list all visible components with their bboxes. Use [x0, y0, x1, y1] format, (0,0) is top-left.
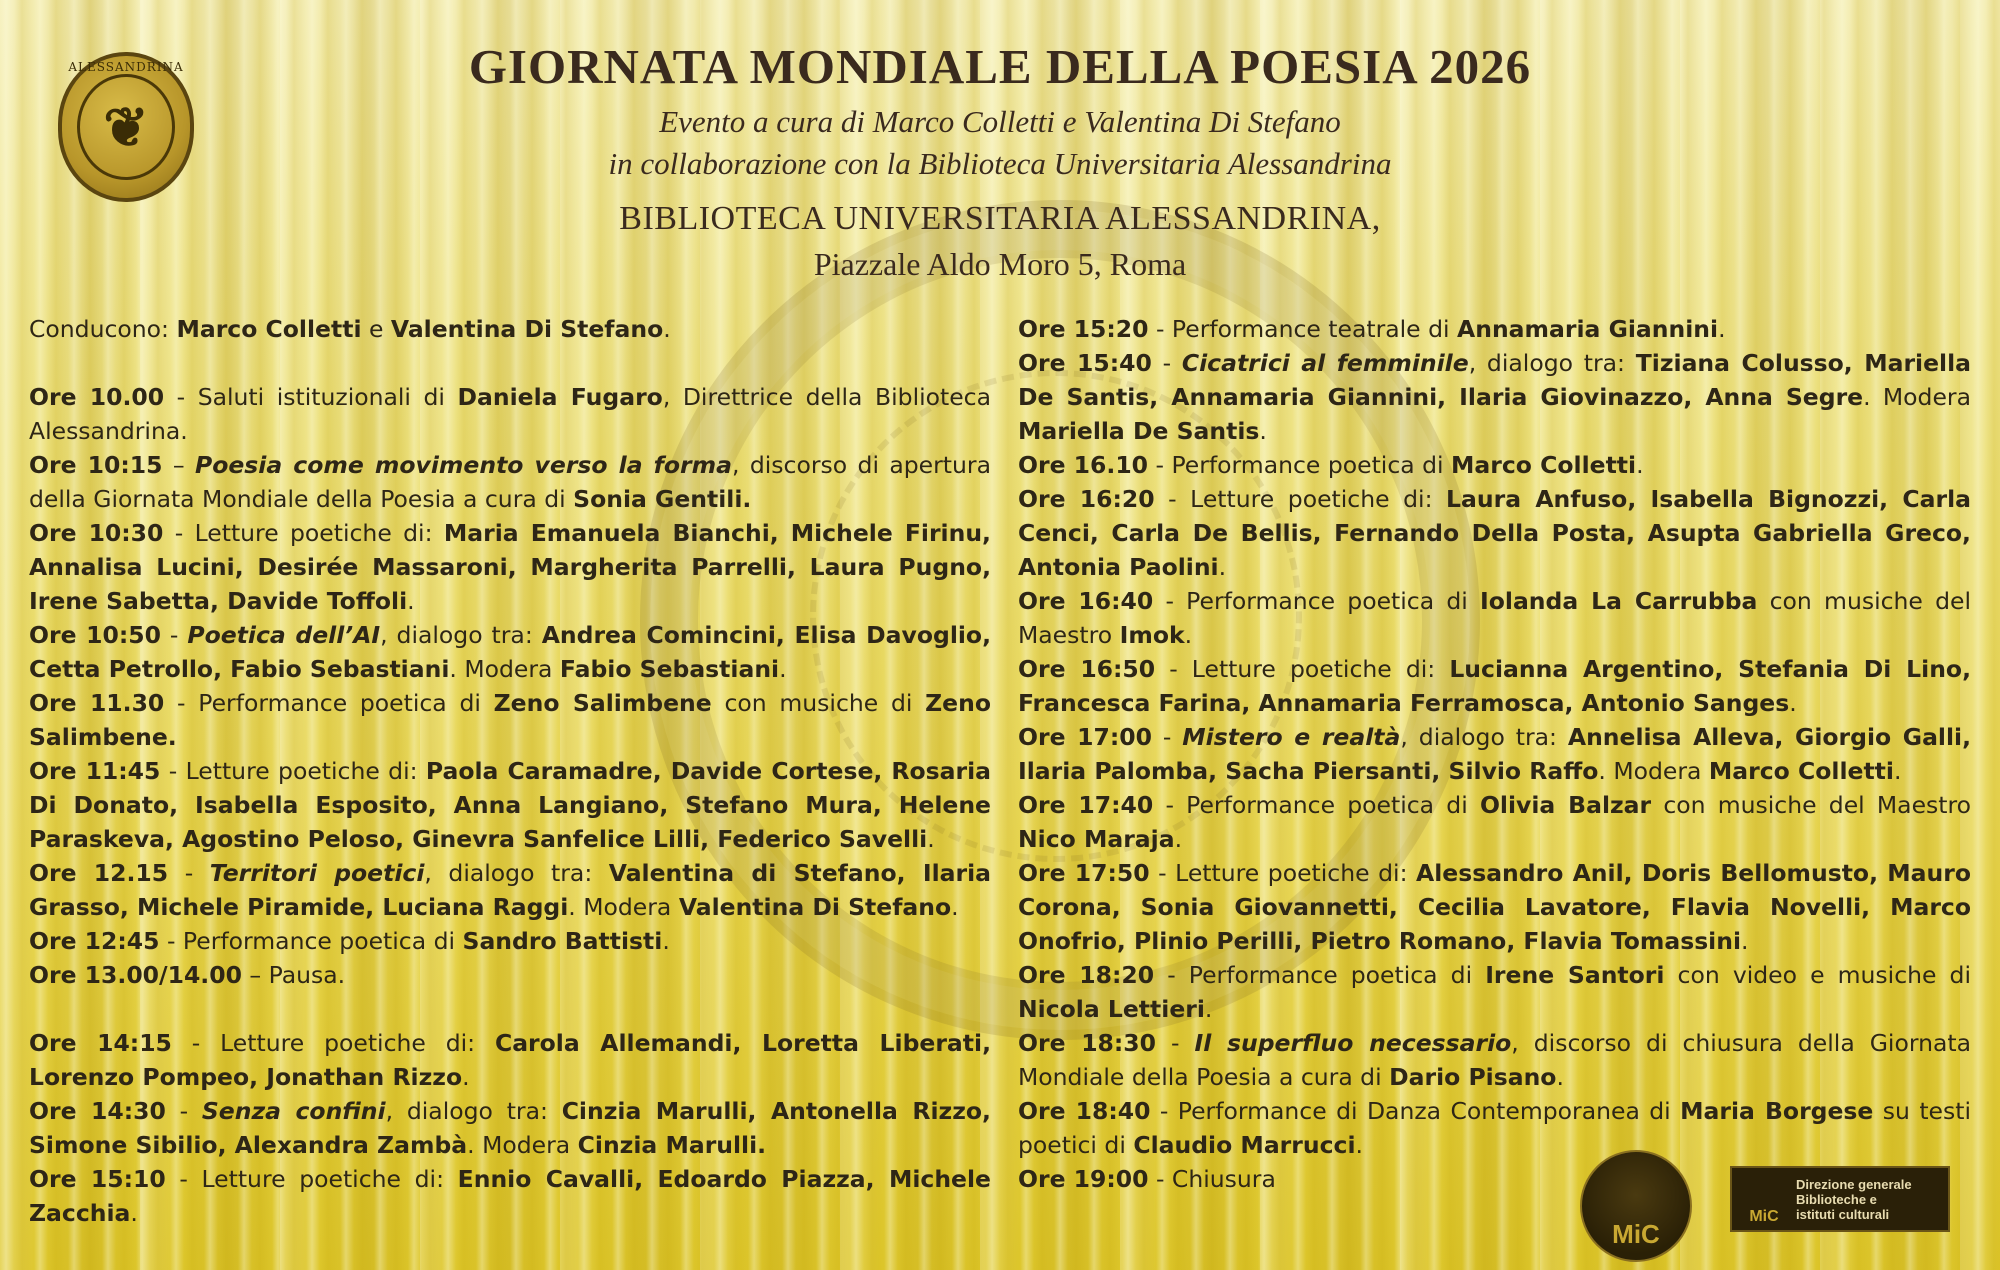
program-right-column [1018, 312, 1971, 1196]
entry-text: . [927, 825, 935, 853]
entry-names: Alessandro Anil, Doris Bellomusto, Mauro Corona, Sonia Giovannetti, Cecilia Lavatore, Flavia Novelli, Marco Onofrio, Plinio Perilli, Pietro Romano, Flavia Tomassini [1018, 859, 1971, 955]
entry-text: . [1174, 825, 1183, 853]
entry-title: Senza confini [201, 1097, 386, 1125]
dg-biblioteche-logo [1730, 1166, 1950, 1232]
entry-text: - Letture poetiche di: [1154, 485, 1447, 513]
entry-names: Andrea Comincini, Elisa Davoglio, Cetta Petrollo, Fabio Sebastiani [29, 621, 992, 683]
entry-names: Cinzia Marulli. [577, 1131, 767, 1159]
entry-title: Poesia come movimento verso la forma [194, 451, 732, 479]
entry-text: , dialogo tra: [1468, 349, 1636, 377]
entry-text: - Saluti istituzionali di [164, 383, 458, 411]
entry-text: - Letture poetiche di: [1155, 655, 1450, 683]
entry-title: Mistero e realtà [1182, 723, 1401, 751]
entry-text: - Letture poetiche di: [163, 519, 444, 547]
entry-text: - [168, 859, 210, 887]
mic-small-logo: MiC [1749, 1208, 1779, 1225]
entry-time: Ore 12.15 [29, 859, 169, 887]
entry-text: - [1156, 1029, 1195, 1057]
entry-text: , discorso di chiusura della Giornata Mondiale della Poesia a cura di [1018, 1029, 1971, 1091]
schedule-entry [1018, 1094, 1971, 1162]
entry-time: Ore 17:50 [1018, 859, 1150, 887]
entry-text: - Letture poetiche di: [1149, 859, 1417, 887]
entry-names: Zeno Salimbene. [29, 689, 991, 751]
entry-text: - Letture poetiche di: [171, 1029, 495, 1057]
entry-text: - Chiusura [1148, 1165, 1276, 1193]
entry-time: Ore 10.00 [29, 383, 165, 411]
entry-time: Ore 16.10 [1018, 451, 1149, 479]
schedule-entry [29, 754, 991, 856]
entry-text: . [1893, 757, 1902, 785]
entry-text: , dialogo tra: [424, 859, 609, 887]
entry-text: - Performance poetica di [1153, 587, 1480, 615]
entry-names: Imok [1119, 621, 1185, 649]
schedule-entry [1018, 856, 1971, 958]
entry-text: , dialogo tra: [1400, 723, 1568, 751]
mic-logo [1580, 1150, 1692, 1262]
entry-text: . Modera [568, 893, 679, 921]
dg-line: Biblioteche e [1796, 1191, 1877, 1207]
schedule-entry [29, 924, 991, 958]
entry-text: - [1151, 349, 1182, 377]
entry-names: Sandro Battisti [462, 927, 663, 955]
mic-logo-label: MiC [1612, 1219, 1660, 1249]
entry-names: Paola Caramadre, Davide Cortese, Rosaria Di Donato, Isabella Esposito, Anna Langiano, Stefano Mura, Helene Paraskeva, Agostino Peloso, Ginevra Sanfelice Lilli, Federico Savelli [29, 757, 991, 853]
entry-text: . [130, 1199, 138, 1227]
entry-text: . [1355, 1131, 1363, 1159]
entry-names: Daniela Fugaro [457, 383, 663, 411]
entry-text: - Performance poetica di [1148, 451, 1452, 479]
entry-names: Marco Colletti [1451, 451, 1637, 479]
entry-text: . Modera [467, 1131, 578, 1159]
entry-names: Fabio Sebastiani [559, 655, 780, 683]
entry-time: Ore 10:50 [29, 621, 161, 649]
schedule-entry [1018, 482, 1971, 584]
schedule-entry [29, 380, 991, 448]
monogram-icon: ❦ [77, 74, 175, 180]
schedule-entry [29, 1026, 991, 1094]
entry-text: - Performance poetica di [159, 927, 463, 955]
entry-text: . [662, 927, 670, 955]
entry-time: Ore 11.30 [29, 689, 165, 717]
entry-names: Nicola Lettieri [1018, 995, 1205, 1023]
curators-line: Evento a cura di Marco Colletti e Valentina Di Stefano [659, 104, 1341, 139]
schedule-entry [1018, 1026, 1971, 1094]
entry-title: Il superfluo necessario [1194, 1029, 1512, 1057]
entry-text: . [1204, 995, 1213, 1023]
entry-text: . [1789, 689, 1797, 717]
schedule-entry [29, 516, 991, 618]
entry-text: . [407, 587, 415, 615]
entry-text: . [1636, 451, 1644, 479]
entry-time: Ore 18:30 [1018, 1029, 1157, 1057]
entry-text: . Modera [449, 655, 560, 683]
hosts-line [29, 312, 991, 346]
entry-names: Irene Santori [1485, 961, 1665, 989]
host-name: Valentina Di Stefano [390, 315, 664, 343]
entry-text: . Modera [1863, 383, 1971, 411]
schedule-entry [29, 1162, 991, 1230]
entry-time: Ore 16:20 [1018, 485, 1155, 513]
hosts-and: e [361, 315, 391, 343]
schedule-entry [1018, 652, 1971, 720]
entry-time: Ore 15:20 [1018, 315, 1149, 343]
entry-text: su testi poetici di [1018, 1097, 1971, 1159]
entry-names: Zeno Salimbene [493, 689, 712, 717]
entry-names: Dario Pisano [1389, 1063, 1557, 1091]
entry-names: Ennio Cavalli, Edoardo Piazza, Michele Zacchia [29, 1165, 991, 1227]
hosts-prefix: Conducono: [29, 315, 177, 343]
entry-time: Ore 15:40 [1018, 349, 1152, 377]
entry-time: Ore 16:50 [1018, 655, 1156, 683]
entry-names: Iolanda La Carrubba [1480, 587, 1758, 615]
entry-text: - Performance teatrale di [1148, 315, 1458, 343]
entry-names: Nico Maraja [1018, 825, 1175, 853]
entry-text: – Pausa. [241, 961, 346, 989]
entry-text: . [1259, 417, 1267, 445]
entry-names: Carola Allemandi, Loretta Liberati, Lorenzo Pompeo, Jonathan Rizzo [29, 1029, 991, 1091]
entry-text: . [1741, 927, 1749, 955]
entry-names: Laura Anfuso, Isabella Bignozzi, Carla Cenci, Carla De Bellis, Fernando Della Posta, Asupta Gabriella Greco, Antonia Paolini [1018, 485, 1971, 581]
entry-time: Ore 18:20 [1018, 961, 1155, 989]
entry-time: Ore 18:40 [1018, 1097, 1151, 1125]
entry-text: . Modera [1598, 757, 1709, 785]
entry-text: con musiche del Maestro [1651, 791, 1972, 819]
entry-text: , dialogo tra: [385, 1097, 562, 1125]
schedule-entry [29, 958, 991, 992]
entry-time: Ore 17:40 [1018, 791, 1154, 819]
entry-title: Cicatrici al femminile [1181, 349, 1469, 377]
schedule-entry [29, 448, 991, 516]
entry-time: Ore 12:45 [29, 927, 160, 955]
entry-text: - Performance poetica di [1153, 791, 1480, 819]
entry-names: Valentina Di Stefano [678, 893, 952, 921]
entry-names: Lucianna Argentino, Stefania Di Lino, Francesca Farina, Annamaria Ferramosca, Antonio Sanges [1018, 655, 1971, 717]
entry-time: Ore 15:10 [29, 1165, 166, 1193]
entry-time: Ore 10:30 [29, 519, 164, 547]
entry-time: Ore 14:15 [29, 1029, 172, 1057]
entry-names: Maria Borgese [1680, 1097, 1874, 1125]
schedule-entry [29, 618, 991, 686]
entry-names: Valentina di Stefano, Ilaria Grasso, Michele Piramide, Luciana Raggi [29, 859, 991, 921]
entry-names: Mariella De Santis [1018, 417, 1260, 445]
schedule-entry [1018, 346, 1971, 448]
entry-names: Sonia Gentili. [573, 485, 752, 513]
entry-time: Ore 10:15 [29, 451, 163, 479]
collaboration-line: in collaborazione con la Biblioteca Universitaria Alessandrina [608, 146, 1392, 181]
entry-text: - [165, 1097, 202, 1125]
entry-title: Poetica dell’AI [187, 621, 381, 649]
host-name: Marco Colletti [176, 315, 362, 343]
right-schedule-list [1018, 312, 1971, 1196]
entry-time: Ore 17:00 [1018, 723, 1152, 751]
entry-text: . [1718, 315, 1726, 343]
entry-text: . [779, 655, 787, 683]
entry-text: - Letture poetiche di: [160, 757, 426, 785]
entry-text: - [1151, 723, 1183, 751]
entry-time: Ore 16:40 [1018, 587, 1154, 615]
entry-names: Claudio Marrucci [1133, 1131, 1356, 1159]
dg-line: istituti culturali [1796, 1206, 1890, 1222]
entry-text: - Performance poetica di [1154, 961, 1486, 989]
entry-text: . [1556, 1063, 1564, 1091]
entry-names: Tiziana Colusso, Mariella De Santis, Annamaria Giannini, Ilaria Giovinazzo, Anna Segre [1018, 349, 1972, 411]
entry-text: , Direttrice della Biblioteca Alessandrina. [29, 383, 991, 445]
entry-text: , dialogo tra: [380, 621, 542, 649]
entry-names: Cinzia Marulli, Antonella Rizzo, Simone Sibilio, Alexandra Zambà [29, 1097, 991, 1159]
entry-names: Olivia Balzar [1479, 791, 1652, 819]
entry-time: Ore 14:30 [29, 1097, 166, 1125]
entry-text: – [162, 451, 195, 479]
entry-text: - Performance poetica di [164, 689, 494, 717]
entry-text: . [1218, 553, 1227, 581]
entry-text: con video e musiche di [1664, 961, 1971, 989]
entry-text: . [462, 1063, 470, 1091]
schedule-entry [1018, 584, 1971, 652]
entry-text: - Performance di Danza Contemporanea di [1150, 1097, 1681, 1125]
entry-names: Annelisa Alleva, Giorgio Galli, Ilaria Palomba, Sacha Piersanti, Silvio Raffo [1018, 723, 1972, 785]
dg-text [1796, 1177, 1912, 1222]
schedule-entry [1018, 958, 1971, 1026]
schedule-entry [1018, 448, 1971, 482]
venue-name: BIBLIOTECA UNIVERSITARIA ALESSANDRINA, [619, 200, 1381, 237]
entry-time: Ore 13.00/14.00 [29, 961, 242, 989]
left-schedule-list [29, 380, 991, 1230]
entry-text: , discorso di apertura della Giornata Mondiale della Poesia a cura di [29, 451, 991, 513]
schedule-entry [1018, 788, 1971, 856]
entry-text: con musiche del Maestro [1018, 587, 1972, 649]
schedule-entry [29, 856, 991, 924]
schedule-entry [1018, 720, 1971, 788]
entry-time: Ore 11:45 [29, 757, 161, 785]
entry-names: Maria Emanuela Bianchi, Michele Firinu, Annalisa Lucini, Desirée Massaroni, Margherita Parrelli, Laura Pugno, Irene Sabetta, Davide Toffoli [29, 519, 991, 615]
entry-text: . [1184, 621, 1193, 649]
program-left-column [29, 312, 991, 1230]
entry-names: Annamaria Giannini [1457, 315, 1719, 343]
schedule-entry [29, 686, 991, 754]
schedule-entry [29, 1094, 991, 1162]
hosts-suffix: . [663, 315, 671, 343]
entry-text: con musiche di [711, 689, 926, 717]
entry-time: Ore 19:00 [1018, 1165, 1149, 1193]
venue-address: Piazzale Aldo Moro 5, Roma [813, 246, 1187, 282]
entry-text: - Letture poetiche di: [165, 1165, 458, 1193]
seal-ring-text: ALESSANDRINA [68, 60, 184, 74]
entry-text: - [160, 621, 188, 649]
dg-line: Direzione generale [1796, 1176, 1912, 1192]
entry-text: . [951, 893, 959, 921]
entry-names: Marco Colletti [1708, 757, 1894, 785]
schedule-entry [1018, 312, 1971, 346]
page-title: GIORNATA MONDIALE DELLA POESIA 2026 [468, 39, 1532, 94]
entry-title: Territori poetici [209, 859, 425, 887]
